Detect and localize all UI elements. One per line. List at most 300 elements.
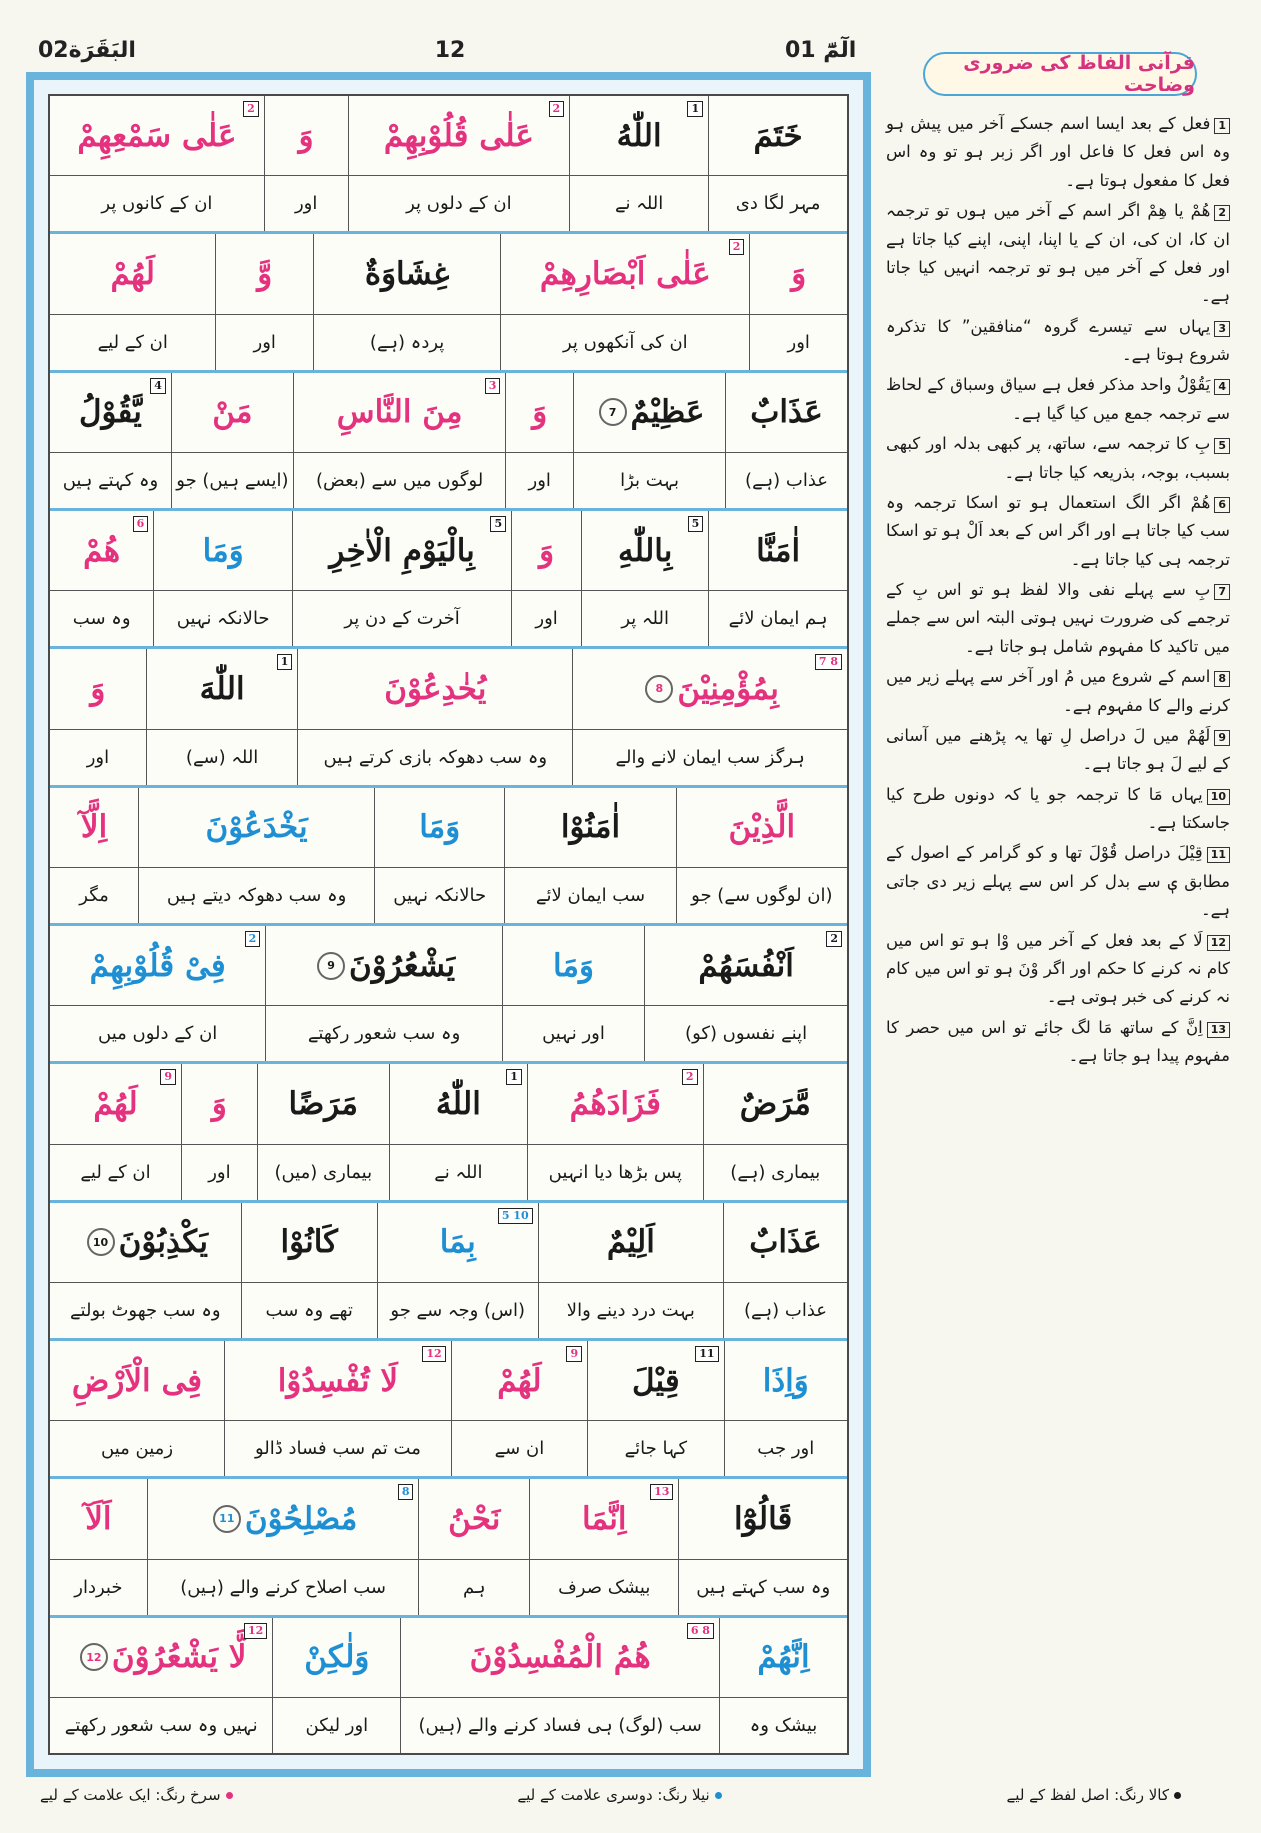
note-reference: 2 <box>245 931 261 947</box>
arabic-word: یَكْذِبُوْنَ <box>118 1224 208 1261</box>
explanation-note <box>886 430 1230 487</box>
arabic-row <box>50 1618 847 1698</box>
explanation-note <box>886 371 1230 428</box>
verse-block <box>50 1203 847 1341</box>
note-reference: 2 <box>729 239 745 255</box>
legend-item <box>1007 1786 1181 1804</box>
translation-cell: بیماری (ہے) <box>703 1145 847 1200</box>
arabic-word-cell <box>50 96 264 175</box>
arabic-word-cell <box>181 1064 257 1143</box>
verse-block <box>50 511 847 649</box>
arabic-word-cell <box>703 1064 847 1143</box>
note-reference: 2 <box>682 1069 698 1085</box>
note-text: بِ سے پہلے نفی والا لفظ ہو تو اس بِ کے ترجمے کی ضرورت نہیں ہوتی البتہ اس سے جملے میں تاکید کا مفہوم شامل ہو جاتا ہے۔ <box>886 580 1230 656</box>
translation-cell: تھے وہ سب <box>241 1283 377 1338</box>
translation-cell: خبردار <box>74 1576 123 1598</box>
ayah-number-marker: 12 <box>80 1643 108 1671</box>
note-text: هُمْ یا هِمْ اگر اسم کے آخر میں ہوں تو ترجمہ ان کا، ان کی، ان کے یا اپنا، اپنی، اپنے کیا جاتا ہے اور فعل کے آخر میں ہو تو ترجمہ انہیں کیا جاتا ہے۔ <box>886 201 1230 306</box>
arabic-word: اٰمَنُوْا <box>560 809 621 846</box>
translation-cell: ہم <box>418 1560 529 1615</box>
translation-cell: عذاب (ہے) <box>723 1283 847 1338</box>
translation-cell: مہر لگا دی <box>708 176 847 231</box>
explanations-sidebar <box>880 52 1240 1072</box>
translation-row <box>50 868 847 923</box>
legend-item <box>40 1786 233 1804</box>
arabic-word: فَزَادَهُمُ <box>569 1085 661 1122</box>
arabic-word: فِی الْاَرْضِ <box>71 1362 203 1399</box>
note-number: 11 <box>1207 847 1230 863</box>
arabic-word-cell <box>292 511 511 590</box>
translation-cell: بہت بڑا <box>573 453 725 508</box>
arabic-word-cell <box>293 373 506 452</box>
translation-cell: پس بڑھا دیا انہیں <box>527 1145 703 1200</box>
translation-cell: ہم ایمان لائے <box>708 591 847 646</box>
arabic-word: اَنْفُسَهُمْ <box>698 947 794 984</box>
arabic-word-cell <box>377 1203 538 1282</box>
arabic-word-cell <box>678 1479 847 1558</box>
arabic-word-cell <box>749 234 847 313</box>
translation-cell: عذاب (ہے) <box>725 453 847 508</box>
arabic-word-cell <box>500 234 749 313</box>
explanation-note <box>886 781 1230 838</box>
arabic-word: عَذَابٌ <box>749 1224 822 1261</box>
arabic-word-cell <box>573 373 725 452</box>
translation-cell: ان کے کانوں پر <box>101 193 213 215</box>
arabic-word: وَ <box>539 532 555 569</box>
arabic-word-cell <box>50 788 138 867</box>
arabic-word: وَ <box>211 1085 227 1122</box>
note-text: یہاں مَا کا ترجمہ جو یا کہ دونوں طرح کیا جاسکتا ہے۔ <box>886 784 1230 832</box>
verse-block <box>50 926 847 1064</box>
note-number: 13 <box>1207 1022 1230 1038</box>
translation-row <box>50 730 847 785</box>
translation-cell: نہیں وہ سب شعور رکھتے <box>64 1714 258 1736</box>
explanation-note <box>886 927 1230 1012</box>
arabic-word-cell <box>708 511 847 590</box>
arabic-word: هُمُ الْمُفْسِدُوْنَ <box>469 1639 651 1676</box>
translation-cell: اور نہیں <box>502 1006 644 1061</box>
arabic-word: الَّذِیْنَ <box>728 809 796 846</box>
arabic-row <box>50 649 847 729</box>
note-reference: 9 <box>566 1346 582 1362</box>
arabic-word: بِمَا <box>439 1224 476 1261</box>
arabic-word-cell <box>529 1479 678 1558</box>
arabic-word-cell <box>400 1618 719 1697</box>
note-number: 6 <box>1214 497 1230 513</box>
arabic-word: یَّقُوْلُ <box>79 394 142 431</box>
note-number: 7 <box>1214 584 1230 600</box>
translation-cell: ان کے دلوں میں <box>98 1023 218 1045</box>
surah-label: البَقَرَة02 <box>38 38 136 63</box>
arabic-word: لَهُمْ <box>93 1085 138 1122</box>
arabic-word-cell <box>50 373 171 452</box>
arabic-word-cell <box>50 1064 181 1143</box>
ayah-number-marker: 7 <box>599 398 627 426</box>
arabic-word: وَلٰكِنْ <box>304 1639 370 1676</box>
note-number: 5 <box>1214 438 1230 454</box>
note-reference: 12 <box>422 1346 445 1362</box>
note-reference: 1 <box>277 654 293 670</box>
arabic-word: اَلِیْمٌ <box>606 1224 655 1261</box>
ayah-number-marker: 9 <box>317 952 345 980</box>
arabic-row <box>50 511 847 591</box>
explanation-note <box>886 197 1230 311</box>
arabic-word-cell <box>569 96 708 175</box>
translation-cell: اور جب <box>724 1421 848 1476</box>
verse-block <box>50 1479 847 1617</box>
arabic-word: عَلٰى سَمْعِهِمْ <box>77 117 237 154</box>
arabic-word-cell <box>418 1479 529 1558</box>
arabic-word-cell <box>50 649 146 728</box>
translation-cell: (ان لوگوں سے) جو <box>676 868 847 923</box>
note-reference: 9 <box>160 1069 176 1085</box>
translation-cell: اور <box>215 315 313 370</box>
legend-dot-icon <box>226 1792 233 1799</box>
note-text: هُمْ اگر الگ استعمال ہو تو اسکا ترجمہ وہ سب کیا جاتا ہے اور اگر اس کے بعد اَلْ ہو تو اسکا ترجمہ ہی کیا جاتا ہے۔ <box>886 492 1230 569</box>
translation-row <box>50 453 847 508</box>
translation-cell: ان کے لیے <box>97 331 168 353</box>
arabic-word-cell <box>348 96 570 175</box>
translation-cell: اور <box>505 453 573 508</box>
note-text: اِنَّ کے ساتھ مَا لگ جائے تو اس میں حصر کا مفہوم پیدا ہو جاتا ہے۔ <box>886 1017 1230 1065</box>
translation-cell: اللہ نے <box>389 1145 527 1200</box>
note-reference: 5 <box>688 516 704 532</box>
legend-dot-icon <box>715 1792 722 1799</box>
translation-row <box>50 1421 847 1476</box>
arabic-word: وَمَا <box>202 532 244 569</box>
translation-cell: ان کی آنکھوں پر <box>500 315 749 370</box>
note-number: 10 <box>1207 789 1230 805</box>
arabic-row <box>50 1479 847 1559</box>
arabic-word-cell <box>505 373 573 452</box>
arabic-word-cell <box>147 1479 419 1558</box>
arabic-word: اٰمَنَّا <box>756 532 801 569</box>
arabic-word-cell <box>502 926 644 1005</box>
arabic-word-cell <box>723 1203 847 1282</box>
note-number: 1 <box>1214 118 1230 134</box>
translation-cell: وہ سب جھوٹ بولتے <box>69 1299 221 1321</box>
translation-cell: مگر <box>79 884 109 906</box>
arabic-row <box>50 373 847 453</box>
translation-cell: سب (لوگ) ہی فساد کرنے والے (ہیں) <box>400 1698 719 1753</box>
para-label: الٓمّٓ 01 <box>785 38 857 63</box>
arabic-word: غِشَاوَةٌ <box>364 255 450 292</box>
translation-cell: اور <box>86 746 110 768</box>
arabic-row <box>50 1064 847 1144</box>
arabic-word-cell <box>171 373 293 452</box>
verse-block <box>50 788 847 926</box>
translation-row <box>50 315 847 370</box>
arabic-word: اللّٰهُ <box>435 1085 481 1122</box>
arabic-word: نَحْنُ <box>448 1500 501 1537</box>
ayah-number-marker: 11 <box>213 1505 241 1533</box>
translation-cell: وہ سب کہتے ہیں <box>678 1560 847 1615</box>
arabic-word-cell <box>511 511 581 590</box>
note-reference: 7 8 <box>815 654 842 670</box>
arabic-word: خَتَمَ <box>753 117 803 154</box>
arabic-word-cell <box>676 788 847 867</box>
arabic-word-cell <box>215 234 313 313</box>
arabic-row <box>50 1203 847 1283</box>
translation-cell: حالانکہ نہیں <box>374 868 504 923</box>
note-text: لَا کے بعد فعل کے آخر میں وْا ہو تو اس میں کام نہ کرنے کا حکم اور اگر وْنَ ہو تو اس میں کام نہ کرنے کی خبر ہوتی ہے۔ <box>886 930 1230 1007</box>
translation-cell: اللہ نے <box>569 176 708 231</box>
translation-cell: (اس) وجہ سے جو <box>377 1283 538 1338</box>
explanation-note <box>886 839 1230 924</box>
note-text: بِ کا ترجمہ سے، ساتھ، پر کبھی بدلہ اور کبھی بسبب، بوجہ، بذریعہ کیا جاتا ہے۔ <box>886 434 1230 482</box>
translation-cell: اور <box>264 176 348 231</box>
arabic-word-cell <box>538 1203 723 1282</box>
arabic-word: وَمَا <box>419 809 461 846</box>
arabic-word-cell <box>50 1618 272 1697</box>
arabic-word-cell <box>572 649 847 728</box>
note-reference: 5 <box>490 516 506 532</box>
arabic-word: اَلَآ <box>85 1500 112 1537</box>
arabic-word-cell <box>297 649 572 728</box>
arabic-row <box>50 234 847 314</box>
arabic-word: وَمَا <box>552 947 594 984</box>
arabic-word: وَّ <box>257 255 273 292</box>
translation-grid <box>48 94 849 1755</box>
note-text: قِیْلَ دراصل قُوْلَ تھا و کو گرامر کے اصول کے مطابق یٖ سے بدل کر اس سے پہلے زیر دی جاتی ہے۔ <box>886 843 1230 920</box>
ayah-number-marker: 10 <box>87 1228 115 1256</box>
translation-row <box>50 1006 847 1061</box>
sidebar-title: قرآنی الفاظ کی ضروری وضاحت <box>923 52 1197 96</box>
explanation-note <box>886 489 1230 574</box>
explanation-note <box>886 110 1230 195</box>
arabic-word: مَرَضًا <box>288 1085 359 1122</box>
translation-cell: سب اصلاح کرنے والے (ہیں) <box>147 1560 419 1615</box>
arabic-word: وَ <box>791 255 807 292</box>
note-reference: 3 <box>485 378 501 394</box>
translation-cell: وہ کہتے ہیں <box>62 469 159 491</box>
legend-text: نیلا رنگ: دوسری علامت کے لیے <box>517 1786 710 1804</box>
arabic-word-cell <box>719 1618 847 1697</box>
translation-cell: آخرت کے دن پر <box>292 591 511 646</box>
color-legend <box>40 1786 1181 1804</box>
note-reference: 1 <box>687 101 703 117</box>
arabic-word: وَ <box>298 117 314 154</box>
arabic-word: لَا تُفْسِدُوْا <box>277 1362 399 1399</box>
arabic-word-cell <box>313 234 500 313</box>
arabic-word: یَشْعُرُوْنَ <box>349 947 456 984</box>
arabic-word-cell <box>581 511 708 590</box>
note-text: یہاں سے تیسرے گروہ “منافقین” کا تذکرہ شروع ہوتا ہے۔ <box>886 316 1230 364</box>
translation-cell: اور <box>749 315 847 370</box>
verse-block <box>50 96 847 234</box>
arabic-word: یُخٰدِعُوْنَ <box>384 670 487 707</box>
arabic-row <box>50 926 847 1006</box>
verse-block <box>50 1064 847 1202</box>
verse-block <box>50 1618 847 1753</box>
legend-text: کالا رنگ: اصل لفظ کے لیے <box>1006 1786 1169 1804</box>
explanation-note <box>886 576 1230 661</box>
translation-cell: وہ سب شعور رکھتے <box>265 1006 502 1061</box>
arabic-word-cell <box>50 1203 241 1282</box>
arabic-word-cell <box>451 1341 587 1420</box>
arabic-word: وَ <box>90 670 106 707</box>
arabic-word: مُصْلِحُوْنَ <box>244 1500 358 1537</box>
arabic-word-cell <box>708 96 847 175</box>
note-reference: 11 <box>695 1346 718 1362</box>
translation-cell: وہ سب دھوکہ بازی کرتے ہیں <box>297 730 572 785</box>
arabic-word: هُمْ <box>83 532 121 569</box>
arabic-row <box>50 788 847 868</box>
note-text: لَهُمْ میں لَ دراصل لِ تھا یہ پڑھنے میں آسانی کے لیے لَ ہو جاتا ہے۔ <box>886 725 1230 774</box>
arabic-word: قَالُوْٓا <box>734 1500 793 1537</box>
note-reference: 13 <box>650 1484 673 1500</box>
notes-list <box>880 110 1240 1070</box>
arabic-word-cell <box>504 788 675 867</box>
verse-block <box>50 1341 847 1479</box>
arabic-word-cell <box>50 1479 147 1558</box>
arabic-word: اللّٰهَ <box>199 670 245 707</box>
arabic-word-cell <box>50 234 216 313</box>
arabic-word: بِاللّٰهِ <box>617 532 673 569</box>
note-reference: 6 <box>133 516 149 532</box>
translation-cell: ان کے دلوں پر <box>348 176 570 231</box>
arabic-word-cell <box>153 511 292 590</box>
arabic-word-cell <box>50 926 265 1005</box>
arabic-word: فِیْ قُلُوْبِهِمْ <box>89 947 226 984</box>
translation-cell: کہا جائے <box>587 1421 723 1476</box>
arabic-word: عَذَابٌ <box>750 394 823 431</box>
translation-row <box>50 1283 847 1338</box>
explanation-note <box>886 663 1230 720</box>
translation-cell: اپنے نفسوں (کو) <box>644 1006 847 1061</box>
translation-cell: بہت درد دینے والا <box>538 1283 723 1338</box>
arabic-word-cell <box>264 96 348 175</box>
translation-cell: حالانکہ نہیں <box>153 591 292 646</box>
translation-cell: اور <box>181 1145 257 1200</box>
note-text: یَقُوْلُ واحد مذکر فعل ہے سیاق وسباق کے لحاظ سے ترجمہ جمع میں کیا گیا ہے۔ <box>886 375 1230 423</box>
translation-cell: ہرگز سب ایمان لانے والے <box>572 730 847 785</box>
arabic-word-cell <box>146 649 298 728</box>
arabic-word: عَلٰى قُلُوْبِهِمْ <box>383 117 534 154</box>
translation-cell: مت تم سب فساد ڈالو <box>224 1421 451 1476</box>
note-reference: 12 <box>244 1623 267 1639</box>
translation-row <box>50 1560 847 1615</box>
translation-cell: اور <box>511 591 581 646</box>
arabic-word: لَهُمْ <box>497 1362 542 1399</box>
explanation-note <box>886 1014 1230 1071</box>
arabic-word: مَّرَضٌ <box>739 1085 811 1122</box>
arabic-word-cell <box>224 1341 451 1420</box>
translation-cell: سب ایمان لائے <box>504 868 675 923</box>
note-number: 4 <box>1214 379 1230 395</box>
legend-text: سرخ رنگ: ایک علامت کے لیے <box>40 1786 221 1804</box>
arabic-word-cell <box>724 1341 848 1420</box>
note-number: 3 <box>1214 321 1230 337</box>
translation-row <box>50 591 847 646</box>
translation-cell: اور لیکن <box>272 1698 400 1753</box>
translation-cell: وہ سب دھوکہ دیتے ہیں <box>138 868 374 923</box>
arabic-word-cell <box>725 373 847 452</box>
arabic-word-cell <box>374 788 504 867</box>
translation-cell: (ایسے ہیں) جو <box>171 453 293 508</box>
translation-cell: پردہ (ہے) <box>313 315 500 370</box>
note-text: فعل کے بعد ایسا اسم جسکے آخر میں پیش ہو وہ اس فعل کا فاعل اور اگر زبر ہو تو وہ اس فعل کا مفعول ہوتا ہے۔ <box>886 114 1230 190</box>
arabic-word: بِالْیَوْمِ الْاٰخِرِ <box>329 532 475 569</box>
arabic-word: مَنْ <box>212 394 253 431</box>
translation-cell: وہ سب <box>72 608 131 630</box>
note-number: 9 <box>1214 730 1230 746</box>
note-number: 12 <box>1207 935 1230 951</box>
note-number: 2 <box>1214 205 1230 221</box>
translation-cell: لوگوں میں سے (بعض) <box>293 453 506 508</box>
legend-item <box>517 1786 721 1804</box>
arabic-word: یَخْدَعُوْنَ <box>205 809 308 846</box>
arabic-word-cell <box>50 1341 224 1420</box>
arabic-word: اِنَّهُمْ <box>757 1639 810 1676</box>
note-number: 8 <box>1214 671 1230 687</box>
arabic-word-cell <box>587 1341 723 1420</box>
arabic-word: لَهُمْ <box>110 255 155 292</box>
note-reference: 1 <box>506 1069 522 1085</box>
note-reference: 2 <box>243 101 259 117</box>
translation-cell: بیماری (میں) <box>257 1145 389 1200</box>
translation-row <box>50 1698 847 1753</box>
arabic-word: وَ <box>532 394 548 431</box>
arabic-row <box>50 96 847 176</box>
translation-cell: بیشک وہ <box>719 1698 847 1753</box>
note-reference: 8 <box>398 1484 414 1500</box>
arabic-word-cell <box>527 1064 703 1143</box>
arabic-word: اِلَّآ <box>80 809 108 846</box>
translation-cell: زمین میں <box>101 1438 174 1460</box>
note-reference: 6 8 <box>687 1623 714 1639</box>
arabic-word-cell <box>138 788 374 867</box>
arabic-word: قِیْلَ <box>631 1362 680 1399</box>
arabic-word-cell <box>644 926 847 1005</box>
arabic-word: بِمُؤْمِنِیْنَ <box>677 670 779 707</box>
arabic-word-cell <box>257 1064 389 1143</box>
explanation-note <box>886 722 1230 779</box>
translation-row <box>50 1145 847 1200</box>
arabic-word: وَاِذَا <box>762 1362 809 1399</box>
translation-grid-frame <box>26 72 871 1777</box>
arabic-word: عَظِیْمٌ <box>630 394 705 431</box>
arabic-word-cell <box>241 1203 377 1282</box>
arabic-word: اللّٰهُ <box>616 117 662 154</box>
arabic-word-cell <box>50 511 153 590</box>
arabic-word-cell <box>389 1064 527 1143</box>
translation-row <box>50 176 847 231</box>
ayah-number-marker: 8 <box>645 675 673 703</box>
translation-cell: ان کے لیے <box>80 1161 151 1183</box>
legend-dot-icon <box>1174 1792 1181 1799</box>
arabic-word: عَلٰى اَبْصَارِهِمْ <box>539 255 711 292</box>
arabic-word: مِنَ النَّاسِ <box>336 394 463 431</box>
translation-cell: اللہ پر <box>581 591 708 646</box>
note-text: اسم کے شروع میں مُ اور آخر سے پہلے زیر میں کرنے والے کا مفہوم ہے۔ <box>886 667 1230 715</box>
translation-cell: ان سے <box>451 1421 587 1476</box>
note-reference: 2 <box>826 931 842 947</box>
arabic-word: كَانُوْا <box>280 1224 338 1261</box>
arabic-word-cell <box>265 926 502 1005</box>
note-reference: 4 <box>150 378 166 394</box>
arabic-word: لَّا یَشْعُرُوْنَ <box>111 1639 247 1676</box>
arabic-word-cell <box>272 1618 400 1697</box>
note-reference: 2 <box>549 101 565 117</box>
verse-block <box>50 373 847 511</box>
note-reference: 5 10 <box>498 1208 533 1224</box>
arabic-row <box>50 1341 847 1421</box>
verse-block <box>50 234 847 372</box>
translation-cell: بیشک صرف <box>529 1560 678 1615</box>
arabic-word: اِنَّمَا <box>581 1500 627 1537</box>
page-number: 12 <box>434 38 466 63</box>
